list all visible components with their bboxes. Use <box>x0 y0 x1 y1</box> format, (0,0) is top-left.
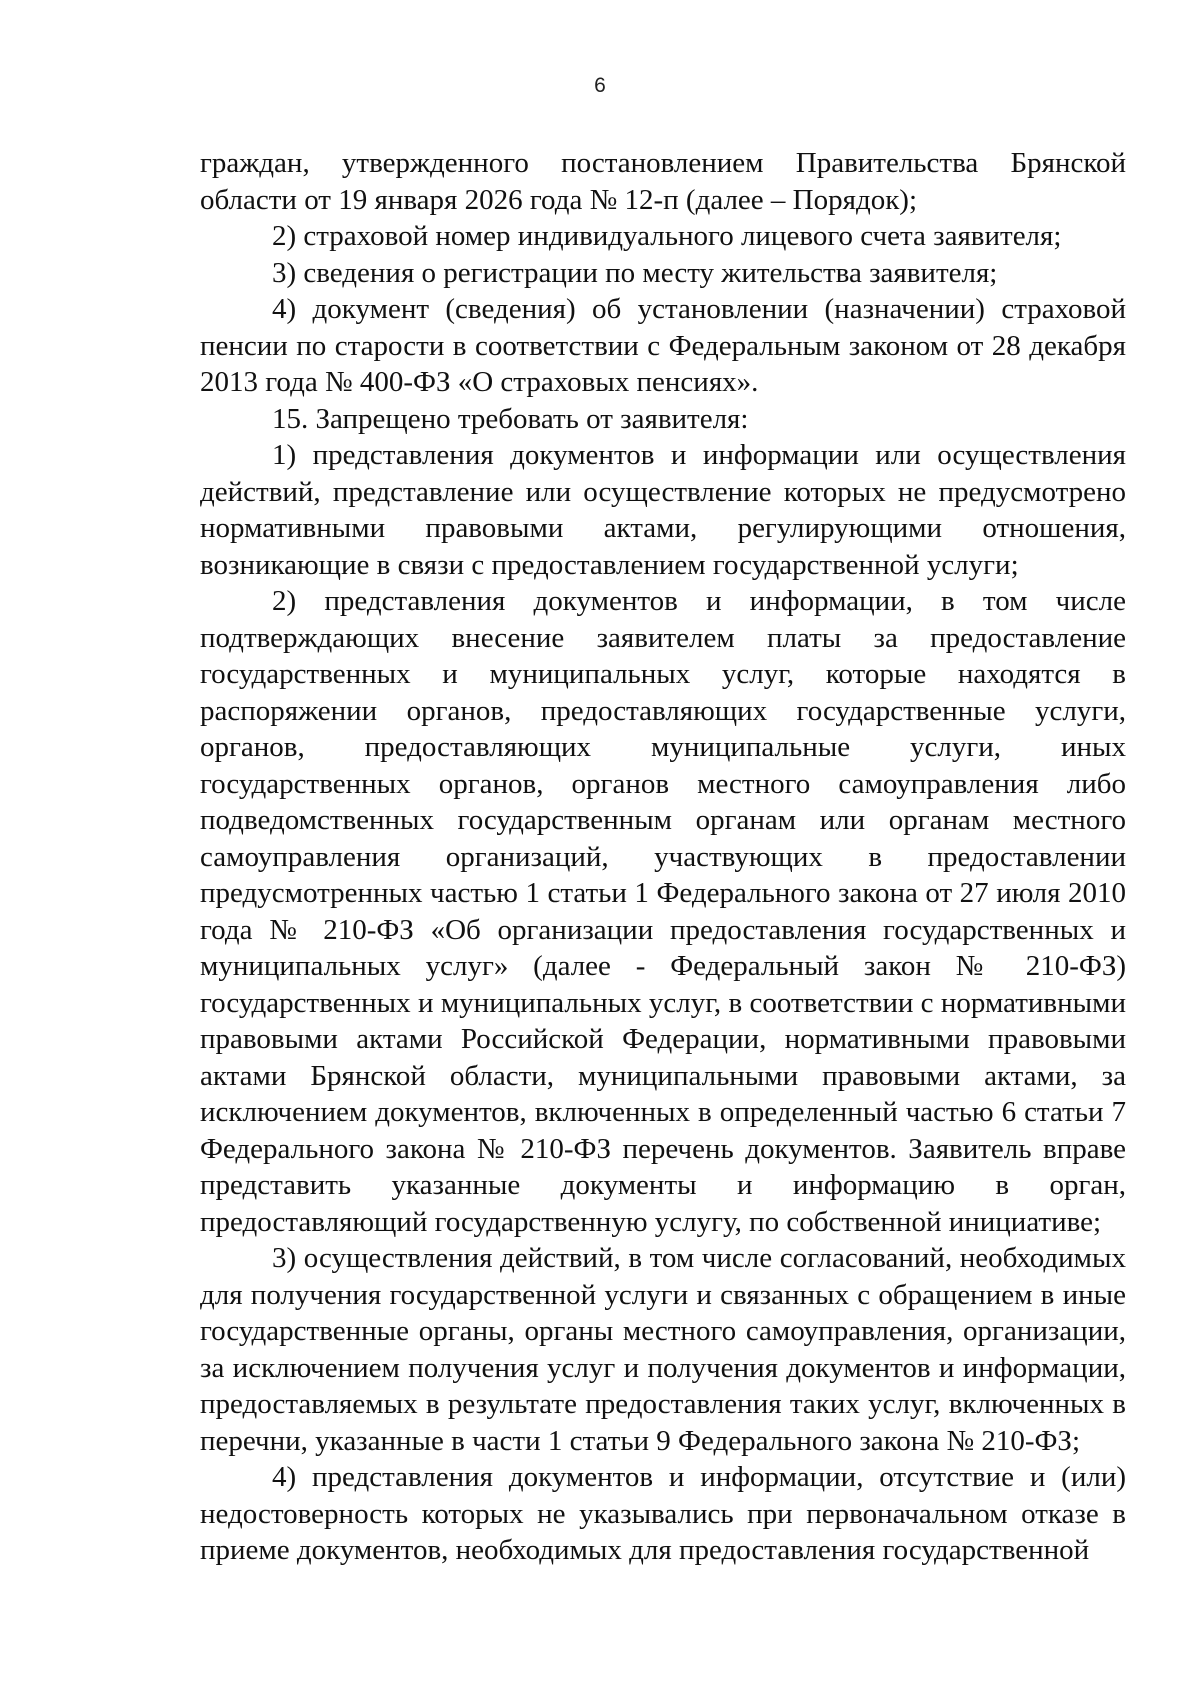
paragraph: 15. Запрещено требовать от заявителя: <box>272 402 749 435</box>
paragraph: 3) сведения о регистрации по месту жительства заявителя; <box>272 256 998 289</box>
paragraph: 4) представления документов и информации, отсутствие и (или) недостоверность которых не указывались при первоначальном отказе в приеме документов, необходимых для предоставления государственной <box>200 1461 1126 1566</box>
paragraph: 4) документ (сведения) об установлении (назначении) страховой пенсии по старости в соответствии с Федеральным законом от 28 декабря 2013 года № 400-ФЗ «О страховых пенсиях». <box>200 293 1126 398</box>
document-body <box>200 145 1126 1569</box>
paragraph: граждан, утвержденного постановлением Правительства Брянской области от 19 января 2026 года № 12-п (далее – Порядок); <box>200 147 1126 216</box>
paragraph: 2) представления документов и информации, в том числе подтверждающих внесение заявителем платы за предоставление государственных и муниципальных услуг, которые находятся в распоряжении органов, предоставляющих государственные услуги, органов, предоставляющих муниципальные услуги, иных государственных органов, органов местного самоуправления либо подведомственных государственным органам или органам местного самоуправления организаций, участвующих в предоставлении предусмотренных частью 1 статьи 1 Федерального закона от 27 июля 2010 года № 210-ФЗ «Об организации предоставления государственных и муниципальных услуг» (далее - Федеральный закон № 210-ФЗ) государственных и муниципальных услуг, в соответствии с нормативными правовыми актами Российской Федерации, нормативными правовыми актами Брянской области, муниципальными правовыми актами, за исключением документов, включенных в определенный частью 6 статьи 7 Федерального закона № 210-ФЗ перечень документов. Заявитель вправе представить указанные документы и информацию в орган, предоставляющий государственную услугу, по собственной инициативе; <box>200 585 1126 1238</box>
paragraph: 2) страховой номер индивидуального лицевого счета заявителя; <box>272 220 1062 252</box>
paragraph: 3) осуществления действий, в том числе согласований, необходимых для получения государственной услуги и связанных с обращением в иные государственные органы, органы местного самоуправления, организации, за исключением получения услуг и получения документов и информации, предоставляемых в результате предоставления таких услуг, включенных в перечни, указанные в части 1 статьи 9 Федерального закона № 210-ФЗ; <box>200 1242 1126 1457</box>
paragraph: 1) представления документов и информации или осуществления действий, представление или осуществление которых не предусмотрено нормативными правовыми актами, регулирующими отношения, возникающие в связи с предоставлением государственной услуги; <box>200 439 1126 581</box>
page-number: 6 <box>594 74 606 97</box>
